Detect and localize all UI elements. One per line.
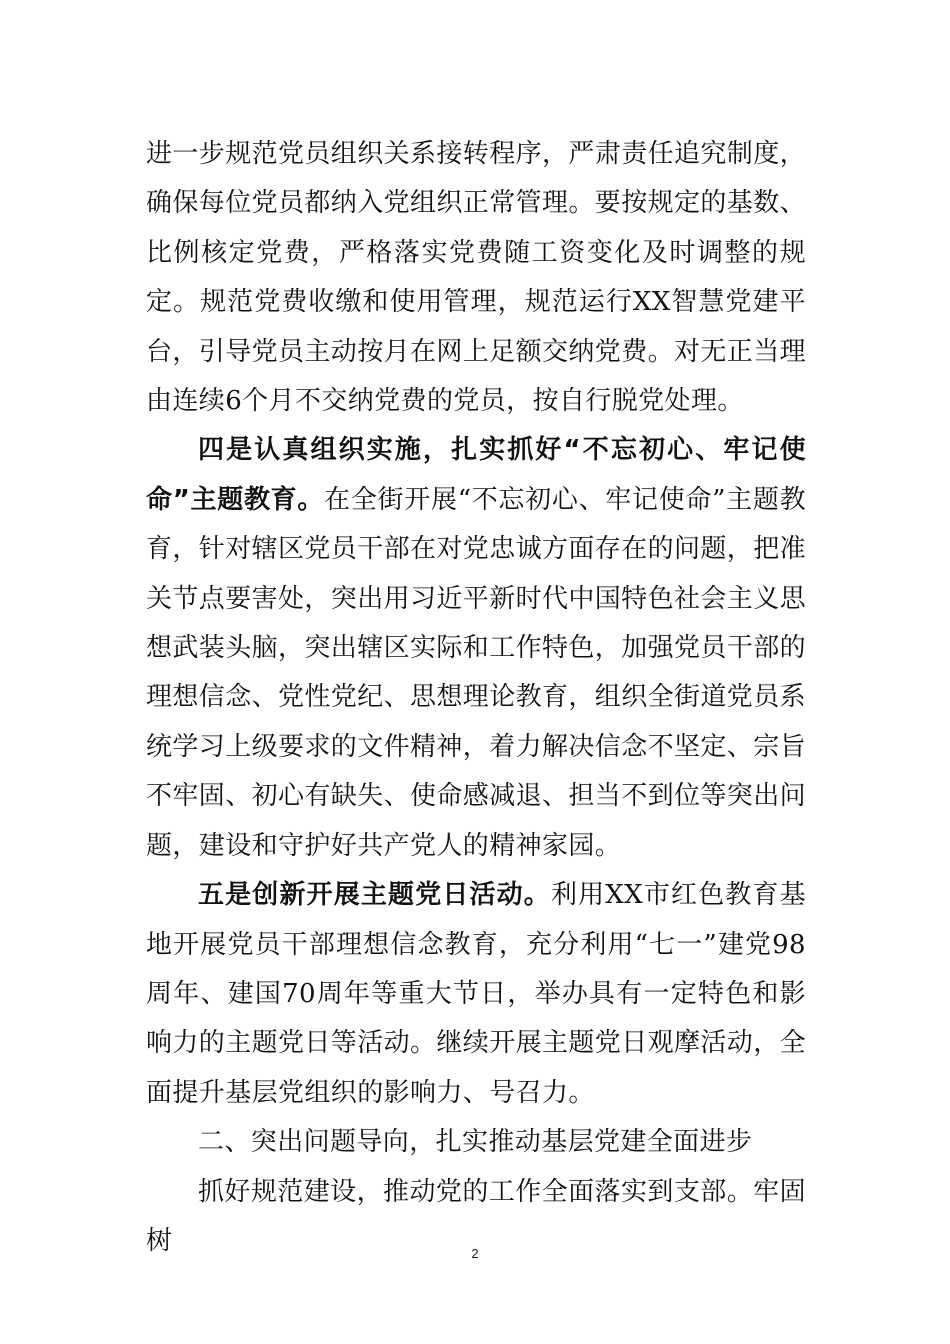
paragraph-text: 利用XX市红色教育基地开展党员干部理想信念教育，充分利用“七一”建党98周年、建国70周年等重大节日，举办具有一定特色和影响力的主题党日等活动。继续开展主题党日观摩活动，全面提升基层党组织的影响力、号召力。 [146, 880, 807, 1108]
paragraph-lead: 四是认真组织实施，扎实抓好“不忘初心、牢记使命”主题教育。 [146, 435, 806, 515]
paragraph-membership-management [146, 130, 806, 426]
page-number: 2 [471, 1246, 479, 1261]
paragraph-lead: 五是创新开展主题党日活动。 [198, 880, 551, 911]
paragraph-text: 在全街开展“不忘初心、牢记使命”主题教育，针对辖区党员干部在对党忠诚方面存在的问题，把准关节点要害处，突出用习近平新时代中国特色社会主义思想武装头脑，突出辖区实际和工作特色，加强党员干部的理想信念、党性党纪、思想理论教育，组织全街道党员系统学习上级要求的文件精神，着力解决信念不坚定、宗旨不牢固、初心有缺失、使命感减退、担当不到位等突出问题，建设和守护好共产党人的精神家园。 [146, 484, 807, 861]
paragraph-text: 进一步规范党员组织关系接转程序，严肃责任追究制度，确保每位党员都纳入党组织正常管理。要按规定的基数、比例核定党费，严格落实党费随工资变化及时调整的规定。规范党费收缴和使用管理，规范运行XX智慧党建平台，引导党员主动按月在网上足额交纳党费。对无正当理由连续6个月不交纳党费的党员，按自行脱党处理。 [146, 139, 807, 417]
section-heading: 二、突出问题导向，扎实推动基层党建全面进步 [198, 1127, 753, 1158]
paragraph-theme-education [146, 426, 806, 871]
paragraph-party-day [146, 871, 806, 1118]
document-body [146, 130, 806, 1266]
paragraph-standardization: 抓好规范建设，推动党的工作全面落实到支部。牢固树 [146, 1176, 806, 1256]
